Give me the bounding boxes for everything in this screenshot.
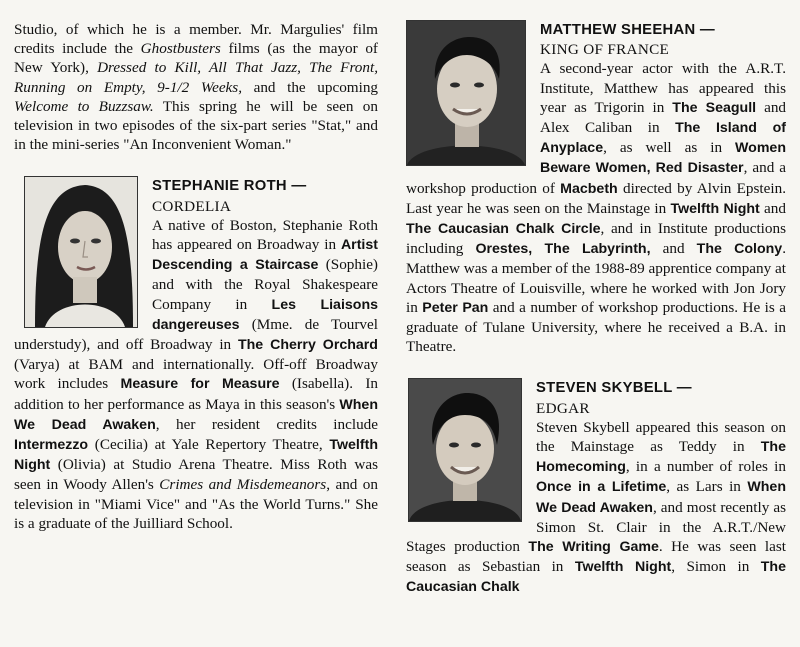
bio-text: Studio, of which he is a member. Mr. Margulies' film credits include the [14,21,378,58]
matthew-sheehan-name: MATTHEW SHEEHAN — [540,22,715,38]
production-title: The Colony [696,241,783,258]
right-column [406,20,786,598]
bio-text: . He was seen last season as Sebastian in [406,538,787,576]
bio-text: , her resident credits include [155,415,379,433]
production-title: Twelfth Night [574,559,672,576]
production-title: Women Beware Women, Red Disaster [540,140,786,177]
production-title: When We Dead Awaken [536,479,786,516]
bio-text: , and most recently as Simon St. Clair in the A.R.T./New Stages production [406,498,786,556]
production-title: When We Dead Awaken [14,396,378,433]
production-title: Measure for Measure [120,376,280,393]
bio-text: directed by Alvin Epstein. Last year he was seen on the Mainstage in [406,179,787,217]
production-title: The Homecoming [536,439,786,476]
production-title: The Caucasian Chalk [406,559,786,596]
bio-text: A native of Boston, Stephanie Roth has appeared on Broadway in [152,216,378,254]
stephanie-roth-bio [14,176,378,533]
bio-text: and the upcoming [242,78,379,96]
bio-text: Steven Skybell appeared this season on the Mainstage as Teddy in [536,418,786,456]
matthew-sheehan-role: KING OF FRANCE [540,41,670,59]
production-title: The Cherry Orchard [237,337,378,354]
matthew-sheehan-photo [406,20,526,166]
portrait-icon [409,379,521,521]
bio-text: and Alex Caliban in [540,98,787,137]
film-title: Ghostbusters [140,40,221,58]
bio-text: . Matthew was a member of the 1988-89 apprentice company at Actors Theatre of Louisville, where he worked with Jon Jory in [406,240,786,316]
production-title: The Seagull [672,99,757,116]
production-title: Artist Descending a Staircase [152,237,378,274]
bio-text: (Varya) at BAM and internationally. Off-off Broadway work includes [14,356,378,393]
bio-text: (Olivia) at Studio Arena Theatre. Miss Roth was seen in Woody Allen's [14,456,378,494]
matthew-sheehan-bio [406,20,786,356]
bio-text: This spring he will be seen on television in two episodes of the six-part series "Stat," and in the mini-series "An Inconvenient Woman." [14,97,378,154]
production-title: The Caucasian Chalk Circle [406,221,601,238]
stephanie-roth-name: STEPHANIE ROTH — [152,178,307,195]
bio-text: , and on television in "Miami Vice" and "As the World Turns." She is a graduate of the Juilliard School. [14,476,378,532]
film-title: Welcome to Buzzsaw. [14,97,154,115]
production-title: Intermezzo [14,437,89,454]
bio-text: , as well as in [603,139,736,157]
production-title: Les Liaisons dangereuses [152,296,378,333]
bio-text: , and a workshop production of [406,159,787,197]
bio-text: , Simon in [671,558,761,576]
bio-text: and [650,240,697,258]
bio-text: (Mme. de Tourvel understudy), and off Broadway in [14,315,378,354]
production-title: The Writing Game [528,539,659,556]
production-title: Orestes, The Labyrinth, [475,241,651,258]
production-title: Twelfth Night [14,437,378,474]
steven-skybell-name: STEVEN SKYBELL — [536,380,692,397]
production-title: Peter Pan [422,299,489,316]
bio-text: and [759,199,786,217]
production-title: Macbeth [560,180,618,197]
production-title: Twelfth Night [670,200,760,217]
bio-text: , and in Institute productions including [406,220,786,258]
film-title: Dressed to Kill, All That Jazz, The Front, Running on Empty, 9-1/2 Weeks, [14,59,378,96]
bio-text: (Sophie) and with the Royal Shakespeare Company in [152,256,378,313]
bio-text: A second-year actor with the A.R.T. Institute, Matthew has appeared this year as Trigorin in [540,60,786,116]
bio-text: films (as the mayor of New York), [14,40,378,77]
margulies-bio-continuation [14,20,378,154]
bio-text: (Cecilia) at Yale Repertory Theatre, [88,436,330,454]
portrait-icon [25,177,137,327]
stephanie-roth-photo [24,176,138,328]
film-title: Crimes and Misdemeanors [159,476,327,494]
steven-skybell-bio [406,378,786,597]
production-title: The Island of Anyplace [540,120,787,157]
production-title: Once in a Lifetime [536,479,667,496]
bio-text: (Isabella). In addition to her performance as Maya in this season's [14,375,378,413]
portrait-icon [407,21,525,165]
stephanie-roth-role: CORDELIA [152,197,232,215]
bio-text: , in a number of roles in [625,458,786,476]
left-column [14,20,378,533]
steven-skybell-role: EDGAR [536,399,590,417]
bio-text: , as Lars in [666,478,748,496]
bio-text: and a number of workshop productions. He is a graduate of Tulane University, where he received a B.A. in Theatre. [406,298,786,356]
steven-skybell-photo [408,378,522,522]
